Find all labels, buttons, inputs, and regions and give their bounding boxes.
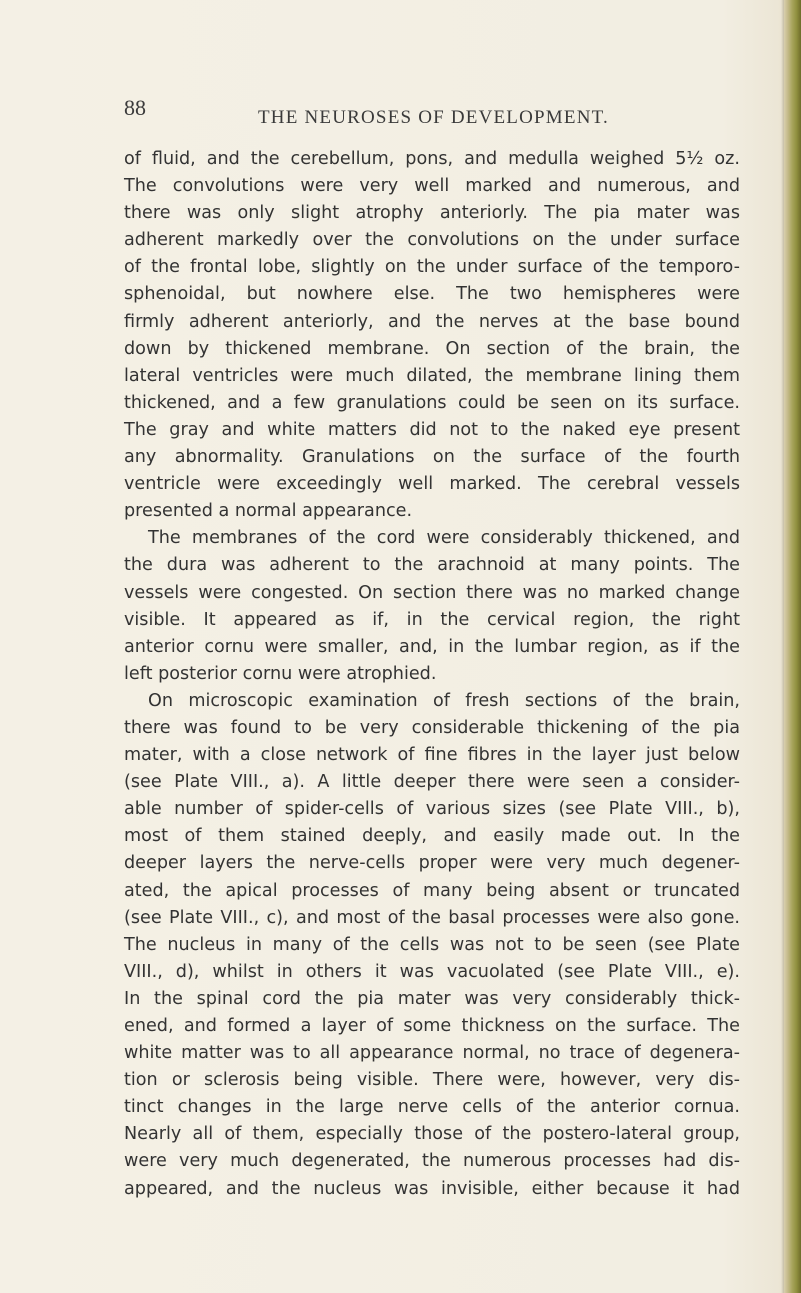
text-line: In the spinal cord the pia mater was very considerably thick- bbox=[124, 988, 740, 1009]
text-line: presented a normal appearance. bbox=[124, 501, 413, 522]
text-line: The nucleus in many of the cells was not to be seen (see Plate bbox=[124, 934, 740, 955]
text-line: Nearly all of them, especially those of the postero-lateral group, bbox=[124, 1124, 740, 1145]
text-line: deeper layers the nerve-cells proper were very much degener- bbox=[124, 853, 740, 874]
text-line: mater, with a close network of fine fibres in the layer just below bbox=[124, 745, 740, 766]
text-line: ened, and formed a layer of some thickness on the surface. The bbox=[124, 1016, 740, 1036]
running-title: THE NEUROSES OF DEVELOPMENT. bbox=[258, 107, 609, 128]
text-line: appeared, and the nucleus was invisible, either because it had bbox=[124, 1178, 740, 1199]
text-line: white matter was to all appearance normal, no trace of degenera- bbox=[124, 1043, 740, 1064]
text-line: down by thickened membrane. On section of the brain, the bbox=[124, 338, 740, 359]
text-line: able number of spider-cells of various sizes (see Plate VIII., b), bbox=[124, 799, 740, 820]
text-line: adherent markedly over the convolutions on the under surface bbox=[124, 230, 740, 251]
text-line: thickened, and a few granulations could be seen on its surface. bbox=[124, 392, 740, 413]
text-line: most of them stained deeply, and easily made out. In the bbox=[124, 826, 740, 847]
body-text bbox=[124, 146, 740, 1203]
text-line: of the frontal lobe, slightly on the under surface of the temporo- bbox=[124, 257, 740, 278]
text-line: there was found to be very considerable thickening of the pia bbox=[124, 717, 740, 738]
text-line: vessels were congested. On section there was no marked change bbox=[124, 582, 740, 603]
text-line: lateral ventricles were much dilated, the membrane lining them bbox=[124, 365, 740, 386]
text-line: tion or sclerosis being visible. There were, however, very dis- bbox=[124, 1070, 740, 1091]
book-spine-edge bbox=[784, 0, 801, 1293]
text-line: The gray and white matters did not to the naked eye present bbox=[124, 419, 740, 440]
text-line: the dura was adherent to the arachnoid at many points. The bbox=[124, 555, 740, 576]
text-line: firmly adherent anteriorly, and the nerves at the base bound bbox=[124, 311, 740, 332]
page-number: 88 bbox=[124, 95, 146, 120]
text-line: The membranes of the cord were considerably thickened, and bbox=[148, 528, 740, 549]
text-line: anterior cornu were smaller, and, in the lumbar region, as if the bbox=[124, 636, 740, 657]
text-line: (see Plate VIII., c), and most of the basal processes were also gone. bbox=[124, 907, 740, 928]
text-line: there was only slight atrophy anteriorly. The pia mater was bbox=[124, 203, 740, 224]
text-line: were very much degenerated, the numerous processes had dis- bbox=[124, 1151, 740, 1172]
text-line: tinct changes in the large nerve cells of the anterior cornua. bbox=[124, 1097, 740, 1118]
text-line: of fluid, and the cerebellum, pons, and medulla weighed 5½ oz. bbox=[124, 149, 740, 169]
text-line: The convolutions were very well marked and numerous, and bbox=[124, 176, 740, 197]
text-line: (see Plate VIII., a). A little deeper there were seen a consider- bbox=[124, 772, 740, 793]
text-line: left posterior cornu were atrophied. bbox=[124, 663, 437, 684]
text-line: ated, the apical processes of many being absent or truncated bbox=[124, 880, 740, 901]
text-line: visible. It appeared as if, in the cervical region, the right bbox=[124, 609, 740, 630]
text-line: sphenoidal, but nowhere else. The two hemispheres were bbox=[124, 284, 740, 305]
text-line: On microscopic examination of fresh sections of the brain, bbox=[148, 690, 740, 711]
text-line: ventricle were exceedingly well marked. The cerebral vessels bbox=[124, 474, 740, 495]
text-line: any abnormality. Granulations on the surface of the fourth bbox=[124, 447, 740, 468]
text-line: VIII., d), whilst in others it was vacuolated (see Plate VIII., e). bbox=[124, 961, 740, 982]
